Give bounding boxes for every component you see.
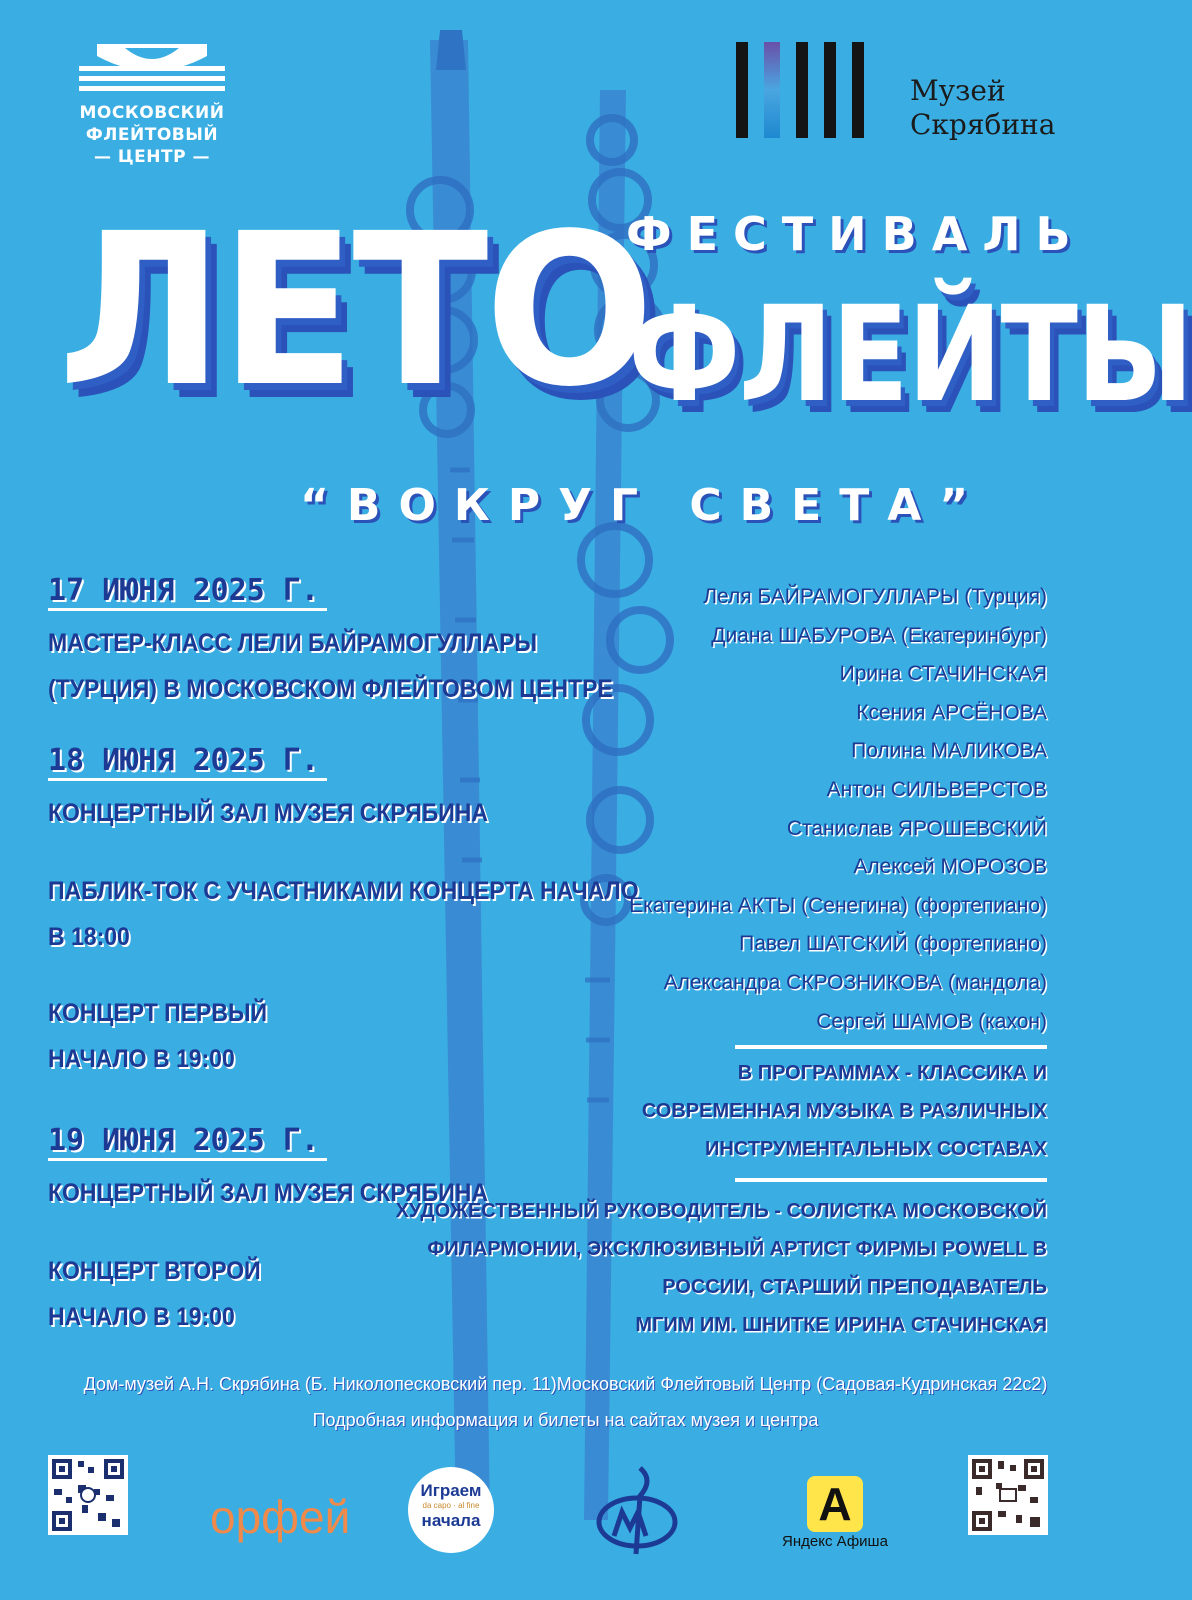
museum-line-1: Музей xyxy=(910,74,1006,107)
footer-info: Подробная информация и билеты на сайтах музея и центра xyxy=(312,1410,819,1430)
schedule-line: НАЧАЛО В 19:00 xyxy=(48,1045,235,1073)
schedule-line: МАСТЕР-КЛАСС ЛЕЛИ БАЙРАМОГУЛЛАРЫ xyxy=(48,629,537,657)
performer: Леля БАЙРАМОГУЛЛАРЫ (Турция) xyxy=(703,585,1047,608)
director-line: ХУДОЖЕСТВЕННЫЙ РУКОВОДИТЕЛЬ - СОЛИСТКА МОСКОВСКОЙ xyxy=(395,1200,1047,1222)
schedule-line: ПАБЛИК-ТОК С УЧАСТНИКАМИ КОНЦЕРТА НАЧАЛО xyxy=(48,877,639,905)
schedule-line: КОНЦЕРТ ПЕРВЫЙ xyxy=(48,999,268,1027)
date-17-june: 17 ИЮНЯ 2025 Г. xyxy=(48,573,327,611)
director-line: МГИМ ИМ. ШНИТКЕ ИРИНА СТАЧИНСКАЯ xyxy=(635,1314,1047,1336)
performer: Александра СКРОЗНИКОВА (мандола) xyxy=(663,970,1047,994)
igraem-dacapo-text: da capo xyxy=(422,1501,451,1510)
schedule-line: КОНЦЕРТНЫЙ ЗАЛ МУЗЕЯ СКРЯБИНА xyxy=(48,799,489,827)
mfc-line-3: — ЦЕНТР — xyxy=(93,147,210,167)
igraem-logo xyxy=(408,1467,494,1553)
schedule-line: КОНЦЕРТ ВТОРОЙ xyxy=(48,1257,261,1285)
performer: Сергей ШАМОВ (кахон) xyxy=(816,1009,1047,1033)
title-fleyty: ФЛЕЙТЫ xyxy=(628,278,1192,432)
igraem-alfine-text: al fine xyxy=(458,1501,480,1510)
performer: Екатерина АКТЫ (Сенегина) (фортепиано) xyxy=(629,893,1047,917)
mmdm-logo-icon xyxy=(596,1462,678,1558)
qr-code-icon[interactable] xyxy=(968,1455,1048,1535)
program-text xyxy=(642,1054,1047,1168)
mfc-line-1: МОСКОВСКИЙ xyxy=(79,103,225,123)
qr-code-icon[interactable] xyxy=(48,1455,128,1535)
yandex-afisha-logo xyxy=(780,1476,890,1552)
schedule-line: (ТУРЦИЯ) В МОСКОВСКОМ ФЛЕЙТОВОМ ЦЕНТРЕ xyxy=(48,675,613,703)
program-line: СОВРЕМЕННАЯ МУЗЫКА В РАЗЛИЧНЫХ xyxy=(641,1100,1047,1122)
program-line: ИНСТРУМЕНТАЛЬНЫХ СОСТАВАХ xyxy=(705,1138,1047,1160)
performer: Станислав ЯРОШЕВСКИЙ xyxy=(786,816,1047,840)
date-18-june: 18 ИЮНЯ 2025 Г. xyxy=(48,743,327,781)
yandex-name: Яндекс Афиша xyxy=(782,1533,888,1550)
performer: Павел ШАТСКИЙ (фортепиано) xyxy=(739,932,1047,956)
igraem-bottom: начала xyxy=(421,1511,481,1530)
subtitle: “ВОКРУГ СВЕТА” xyxy=(300,480,987,531)
performer: Диана ШАБУРОВА (Екатеринбург) xyxy=(711,623,1047,647)
schedule-line: НАЧАЛО В 19:00 xyxy=(48,1303,235,1331)
mfc-logo-icon xyxy=(77,40,227,98)
program-line: В ПРОГРАММАХ - КЛАССИКА И xyxy=(737,1062,1047,1084)
divider xyxy=(735,1178,1047,1182)
museum-line-2: Скрябина xyxy=(910,108,1056,141)
mfc-logo xyxy=(72,40,232,168)
mfc-line-2: ФЛЕЙТОВЫЙ xyxy=(85,125,219,145)
date-19-june: 19 ИЮНЯ 2025 Г. xyxy=(48,1123,327,1161)
yandex-mark: А xyxy=(807,1476,863,1532)
performer: Ирина СТАЧИНСКАЯ xyxy=(839,662,1047,686)
performer: Алексей МОРОЗОВ xyxy=(853,855,1047,879)
schedule-day-3 xyxy=(48,1122,327,1160)
orfei-logo: орфей xyxy=(210,1491,351,1543)
director-line: РОССИИ, СТАРШИЙ ПРЕПОДАВАТЕЛЬ xyxy=(662,1276,1047,1298)
performer: Полина МАЛИКОВА xyxy=(851,739,1047,763)
schedule-line: В 18:00 xyxy=(48,923,130,951)
footer-addresses: Дом-музей А.Н. Скрябина (Б. Николопесковский пер. 11)Московский Флейтовый Центр (Садовая-Кудринская 22с2) xyxy=(83,1374,1048,1394)
igraem-dacapo: da capo · al fine xyxy=(422,1501,480,1510)
schedule-line: КОНЦЕРТНЫЙ ЗАЛ МУЗЕЯ СКРЯБИНА xyxy=(48,1179,489,1207)
performer: Антон СИЛЬВЕРСТОВ xyxy=(826,777,1047,801)
performers-list xyxy=(629,578,1047,1041)
title-leto: ЛЕТО xyxy=(58,188,651,433)
divider xyxy=(735,1045,1047,1049)
director-text xyxy=(396,1192,1047,1344)
museum-name xyxy=(910,74,1055,142)
schedule-day-1 xyxy=(48,572,327,610)
director-line: ФИЛАРМОНИИ, ЭКСКЛЮЗИВНЫЙ АРТИСТ ФИРМЫ POWELL В xyxy=(427,1238,1047,1260)
igraem-top: Играем xyxy=(420,1481,482,1500)
performer: Ксения АРСЁНОВА xyxy=(856,700,1047,724)
title-festival: ФЕСТИВАЛЬ xyxy=(626,207,1086,261)
schedule-day-2 xyxy=(48,742,327,780)
